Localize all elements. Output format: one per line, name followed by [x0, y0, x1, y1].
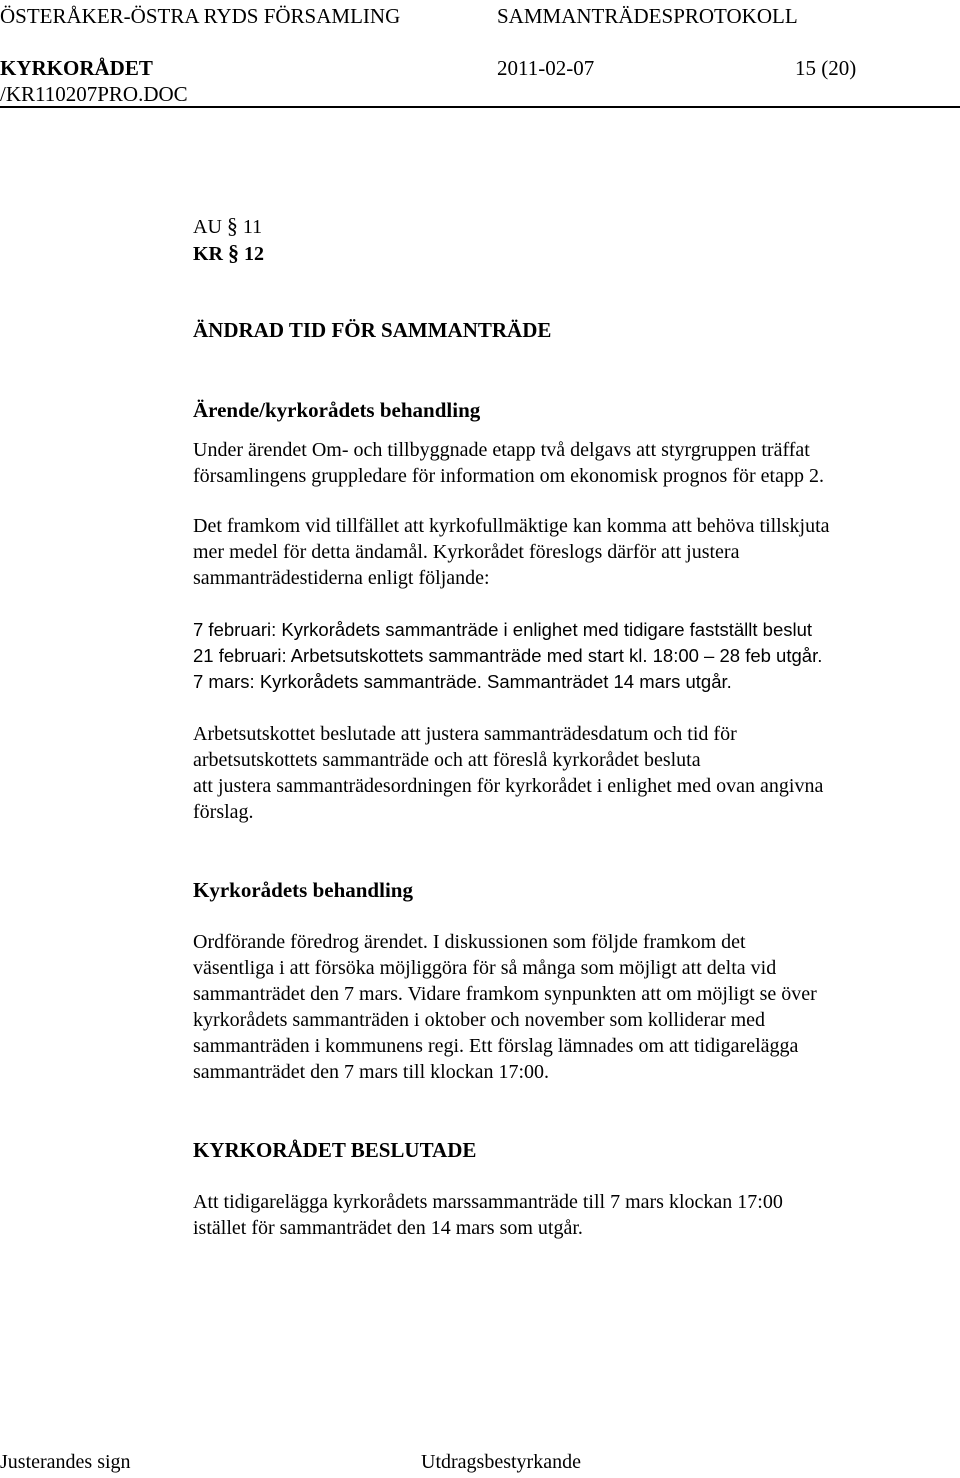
au-line: att justera sammanträdesordningen för kyrkorådet i enlighet med ovan angivna [193, 775, 824, 797]
case-paragraph [193, 437, 933, 489]
header-date: 2011-02-07 [497, 56, 595, 80]
document-body [193, 213, 933, 1241]
header-org: ÖSTERÅKER-ÖSTRA RYDS FÖRSAMLING [0, 4, 401, 28]
header-doc-type: SAMMANTRÄDESPROTOKOLL [497, 4, 798, 28]
kr-heading: Kyrkorådets behandling [193, 878, 413, 902]
case-line: församlingens gruppledare för information om ekonomisk prognos för etapp 2. [193, 465, 824, 487]
header-body: KYRKORÅDET [0, 56, 153, 80]
decision-paragraph [193, 1189, 933, 1241]
au-line: arbetsutskottets sammanträde och att föreslå kyrkorådet besluta [193, 749, 701, 771]
ref-kr: KR § 12 [193, 240, 264, 265]
case2-paragraph [193, 513, 933, 591]
kr-line: sammanträden i kommunens regi. Ett förslag lämnades om att tidigarelägga [193, 1035, 799, 1057]
page-title: ÄNDRAD TID FÖR SAMMANTRÄDE [193, 318, 552, 342]
header-file: /KR110207PRO.DOC [0, 82, 188, 106]
kr-line: kyrkorådets sammanträden i oktober och november som kolliderar med [193, 1009, 766, 1031]
ref-au: AU § 11 [193, 213, 263, 238]
kr-line: Ordförande föredrog ärendet. I diskussionen som följde framkom det [193, 931, 746, 953]
au-line: förslag. [193, 801, 254, 823]
au-line: Arbetsutskottet beslutade att justera sammanträdesdatum och tid för [193, 723, 737, 745]
dates-list [193, 617, 933, 695]
dates-line: 21 februari: Arbetsutskottets sammanträde med start kl. 18:00 – 28 feb utgår. [193, 645, 823, 666]
au-paragraph [193, 721, 933, 825]
case-line: Under ärendet Om- och tillbyggnade etapp två delgavs att styrgruppen träffat [193, 439, 810, 461]
case2-line: Det framkom vid tillfället att kyrkofullmäktige kan komma att behöva tillskjuta [193, 515, 830, 537]
header-page: 15 (20) [795, 56, 857, 80]
kr-line: sammanträdet den 7 mars. Vidare framkom synpunkten att om möjligt se över [193, 983, 817, 1005]
case-heading: Ärende/kyrkorådets behandling [193, 398, 481, 422]
dates-line: 7 februari: Kyrkorådets sammanträde i enlighet med tidigare fastställt beslut [193, 619, 813, 640]
kr-line: väsentliga i att försöka möjliggöra för så många som möjligt att delta vid [193, 957, 777, 979]
dates-line: 7 mars: Kyrkorådets sammanträde. Sammanträdet 14 mars utgår. [193, 671, 732, 692]
kr-line: sammanträdet den 7 mars till klockan 17:00. [193, 1061, 550, 1083]
decision-line: Att tidigarelägga kyrkorådets marssammanträde till 7 mars klockan 17:00 [193, 1191, 783, 1213]
decision-heading: KYRKORÅDET BESLUTADE [193, 1138, 477, 1162]
footer-certification-label: Utdragsbestyrkande [421, 1451, 581, 1473]
decision-line: istället för sammanträdet den 14 mars som utgår. [193, 1217, 583, 1239]
header-rule [0, 106, 960, 108]
kr-paragraph [193, 929, 933, 1085]
footer-signature-label: Justerandes sign [0, 1451, 131, 1473]
case2-line: sammanträdestiderna enligt följande: [193, 567, 490, 589]
case2-line: mer medel för detta ändamål. Kyrkorådet föreslogs därför att justera [193, 541, 740, 563]
